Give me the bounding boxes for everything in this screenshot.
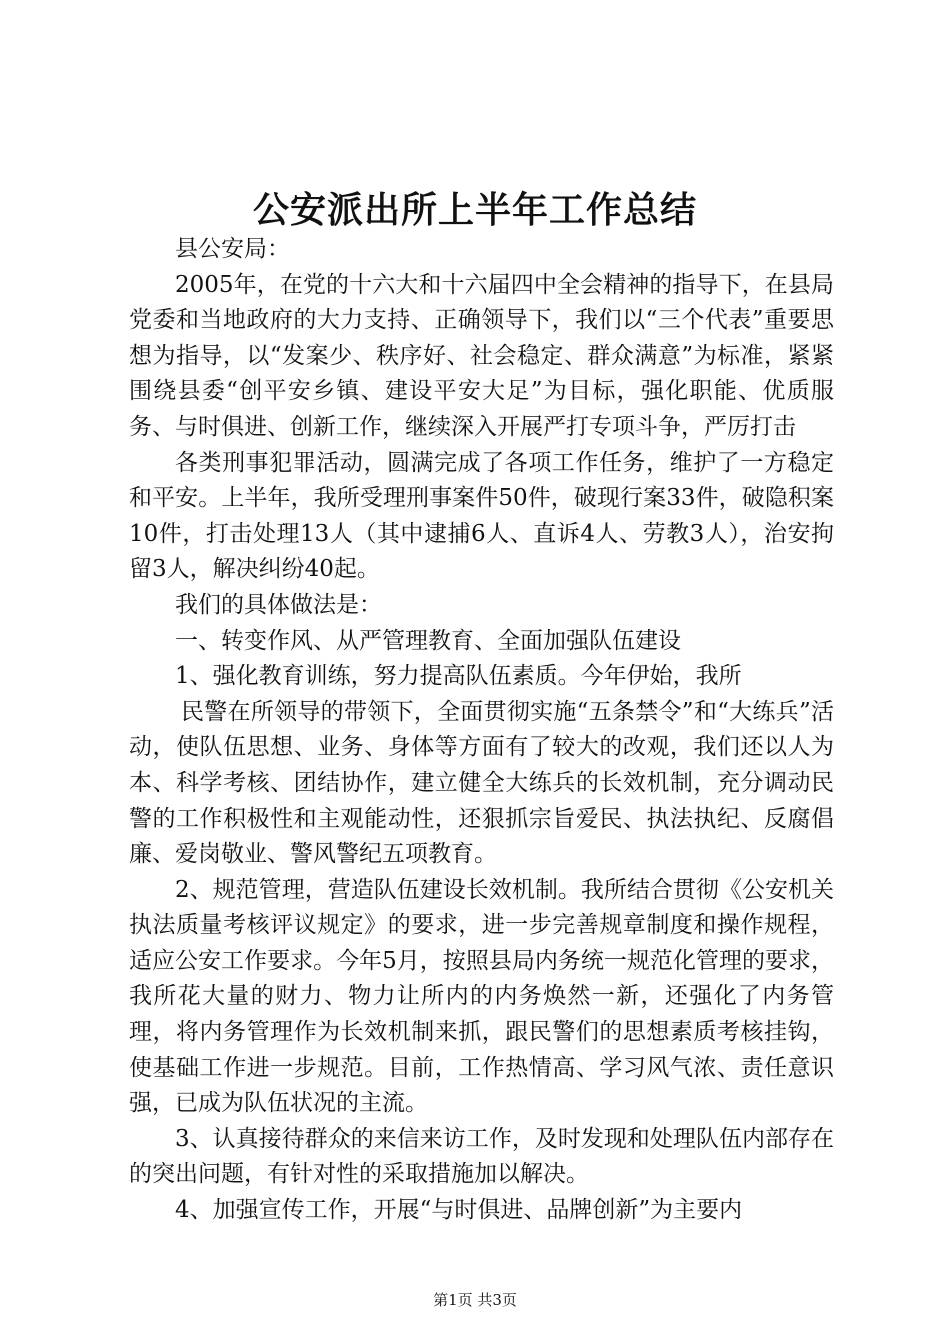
document-title: 公安派出所上半年工作总结 bbox=[252, 189, 697, 231]
item-4: 4、加强宣传工作，开展“与时俱进、品牌创新”为主要内 bbox=[175, 1197, 743, 1224]
section-heading-1: 一、转变作风、从严管理教育、全面加强队伍建设 bbox=[175, 627, 681, 654]
document-body bbox=[129, 232, 834, 1229]
paragraph-results: 各类刑事犯罪活动，圆满完成了各项工作任务，维护了一方稳定和平安。上半年，我所受理刑事案件50件，破现行案33件，破隐积案10件，打击处理13人（其中逮捕6人、直诉4人、劳教3人），治安拘留3人，解决纠纷40起。 bbox=[129, 449, 834, 583]
item-1-continued: 民警在所领导的带领下，全面贯彻实施“五条禁令”和“大练兵”活动，使队伍思想、业务、身体等方面有了较大的改观，我们还以人为本、科学考核、团结协作，建立健全大练兵的长效机制，充分调动民警的工作积极性和主观能动性，还狠抓宗旨爱民、执法执纪、反腐倡廉、爱岗敬业、警风警纪五项教育。 bbox=[129, 698, 834, 868]
item-3: 3、认真接待群众的来信来访工作，及时发现和处理队伍内部存在的突出问题，有针对性的采取措施加以解决。 bbox=[129, 1125, 834, 1188]
paragraph-intro: 2005年，在党的十六大和十六届四中全会精神的指导下，在县局党委和当地政府的大力支持、正确领导下，我们以“三个代表”重要思想为指导，以“发案少、秩序好、社会稳定、群众满意”为标准，紧紧围绕县委“创平安乡镇、建设平安大足”为目标，强化职能、优质服务、与时俱进、创新工作，继续深入开展严打专项斗争，严厉打击 bbox=[129, 271, 834, 440]
item-1-start: 1、强化教育训练，努力提高队伍素质。今年伊始，我所 bbox=[175, 663, 742, 690]
page-footer: 第1页 共3页 bbox=[433, 1291, 517, 1309]
item-2: 2、规范管理，营造队伍建设长效机制。我所结合贯彻《公安机关执法质量考核评议规定》的要求，进一步完善规章制度和操作规程，适应公安工作要求。今年5月，按照县局内务统一规范化管理的要求，我所花大量的财力、物力让所内的内务焕然一新，还强化了内务管理，将内务管理作为长效机制来抓，跟民警们的思想素质考核挂钩，使基础工作进一步规范。目前，工作热情高、学习风气浓、责任意识强，已成为队伍状况的主流。 bbox=[129, 876, 834, 1117]
salutation: 县公安局： bbox=[175, 236, 290, 262]
paragraph-methods-lead: 我们的具体做法是： bbox=[175, 591, 382, 618]
